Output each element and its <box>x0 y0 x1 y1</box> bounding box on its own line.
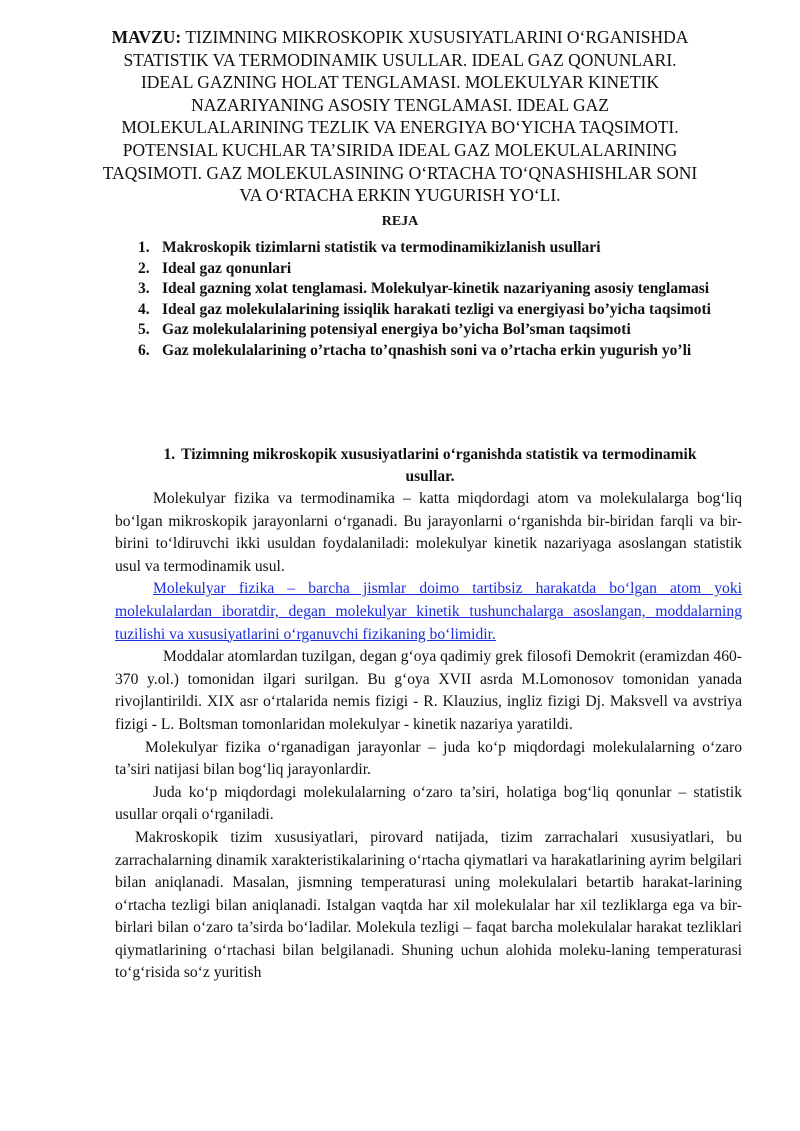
definition-link[interactable]: Molekulyar fizika – barcha jismlar doimo tartibsiz harakatda bo‘lgan atom yoki molekulalardan iboratdir, degan molekulyar kinetik tushunchalarga asoslangan, moddalarning tuzilishi va xususiyatlarini o‘rganuvchi fizikaning bo‘limidir. <box>115 580 742 643</box>
plan-item-text: Makroskopik tizimlarni statistik va termodinamikizlanish usullari <box>162 239 601 256</box>
topic-text: TIZIMNING MIKROSKOPIK XUSUSIYATLARINI O‘RGANISHDA STATISTIK VA TERMODINAMIK USULLAR. IDEAL GAZ QONUNLARI. IDEAL GAZNING HOLAT TENGLAMASI. MOLEKULYAR KINETIK NAZARIYANING ASOSIY TENGLAMASI. IDEAL GAZ MOLEKULALARINING TEZLIK VA ENERGIYA BO‘YICHA TAQSIMOTI. POTENSIAL KUCHLAR TA’SIRIDA IDEAL GAZ MOLEKULALARINING TAQSIMOTI. GAZ MOLEKULASINING O‘RTACHA TO‘QNASHISHLAR SONI VA O‘RTACHA ERKIN YUGURISH YO‘LI. <box>102 27 698 206</box>
paragraph: Juda ko‘p miqdordagi molekulalarning o‘zaro ta’siri, holatiga bog‘liq qonunlar – statistik usullar orqali o‘rganiladi. <box>115 783 742 824</box>
plan-item-text: Gaz molekulalarining o’rtacha to’qnashish soni va o’rtacha erkin yugurish yo’li <box>162 341 692 359</box>
body-text <box>115 488 742 985</box>
plan-item-text: Ideal gaz qonunlari <box>162 259 292 277</box>
plan-item <box>116 279 742 300</box>
plan-item-number: 2. <box>138 259 150 277</box>
section-heading <box>150 444 710 488</box>
plan-item-number: 6. <box>138 341 150 359</box>
plan-item <box>116 238 742 259</box>
plan-item <box>116 320 742 341</box>
plan-heading: REJA <box>381 214 419 229</box>
section-number: 1. <box>163 446 176 463</box>
paragraph: Makroskopik tizim xususiyatlari, pirovard natijada, tizim zarrachalari xususiyatlari, bu zarrachalarning dinamik xarakteristikalarining o‘rtacha qiymatlari va harakatlarining ayrim belgilari bilan aniqlanadi. Masalan, jismning temperaturasi uning molekulalari betartib harakat-larining o‘rtacha tezligi bilan aniqlanadi. Istalgan vaqtda har xil molekulalar har xil tezliklarga ega va bir-birlari bilan o‘zaro ta’sirda bo‘ladilar. Molekula tezligi – faqat barcha molekulalar harakat tezliklari qiymatlarining o‘rtachasi bilan belgilanadi. Shuning uchun alohida moleku-laning temperaturasi to‘g‘risida so‘z yuritish <box>115 828 742 982</box>
paragraph-link-container <box>115 578 742 646</box>
plan-item-number: 1. <box>138 239 150 256</box>
plan-item <box>116 341 742 362</box>
plan-item-number: 3. <box>138 280 150 297</box>
section-title: Tizimning mikroskopik xususiyatlarini o‘rganishda statistik va termodinamik usullar. <box>181 446 697 485</box>
paragraph: Moddalar atomlardan tuzilgan, degan g‘oya qadimiy grek filosofi Demokrit (eramizdan 460-370 y.ol.) tomonidan ilgari surilgan. Bu g‘oya XVII asrda M.Lomonosov tomonidan yanada rivojlantirildi. XIX asr o‘rtalarida nemis fizigi - R. Klauzius, ingliz fizigi Dj. Maksvell va avstriya fizigi - L. Boltsman tomonlaridan molekulyar - kinetik nazariya yaratildi. <box>115 648 742 733</box>
plan-item-text: Ideal gazning xolat tenglamasi. Molekulyar-kinetik nazariyaning asosiy tenglamasi <box>162 280 710 297</box>
plan-item-text: Ideal gaz molekulalarining issiqlik harakati tezligi va energiyasi bo’yicha taqsimoti <box>162 300 711 318</box>
plan-item-number: 5. <box>138 321 150 338</box>
plan-item <box>116 259 742 280</box>
plan-item-text: Gaz molekulalarining potensiyal energiya bo’yicha Bol’sman taqsimoti <box>162 321 631 338</box>
plan-list <box>116 238 742 361</box>
topic-label: MAVZU: <box>111 27 182 47</box>
plan-item-number: 4. <box>138 300 150 318</box>
plan-item <box>116 300 742 321</box>
paragraph: Molekulyar fizika va termodinamika – katta miqdordagi atom va molekulalarga bog‘liq bo‘lgan mikroskopik jarayonlarni o‘rganadi. Bu jarayonlarni o‘rganishda bir-biridan farqli va bir-birini to‘ldiruvchi ikki usuldan foydalaniladi: molekulyar kinetik nazariyaga asoslangan statistik usul va termodinamik usul. <box>115 490 742 575</box>
paragraph: Molekulyar fizika o‘rganadigan jarayonlar – juda ko‘p miqdordagi molekulalarning o‘zaro ta’siri natijasi bilan bog‘liq jarayonlardir. <box>115 738 742 779</box>
topic-title <box>100 26 700 207</box>
